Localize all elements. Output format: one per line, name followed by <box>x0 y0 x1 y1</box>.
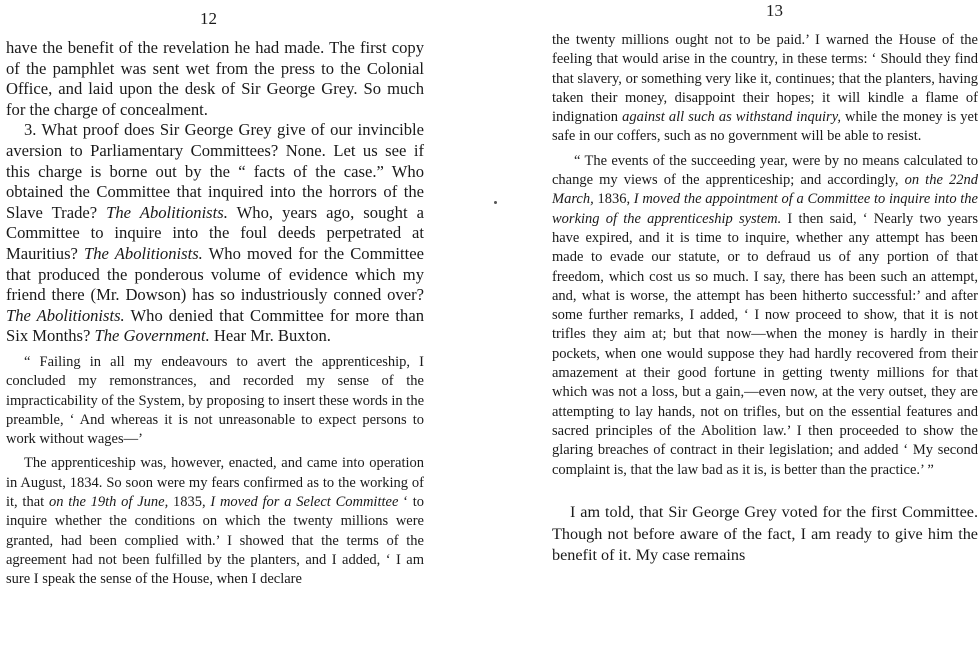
paragraph-buxton-quote: “ Failing in all my endeavours to avert the apprenticeship, I concluded my remonstrances, and recorded my sense of the impracticability of the System, by proposing to insert these words in the preamble, ‘ And whereas it is not unreasonable to expect persons to work without wages—’ <box>6 353 425 448</box>
left-page <box>0 0 440 646</box>
right-page-text <box>552 31 978 567</box>
page-number-left: 12 <box>200 9 217 28</box>
text-run: ‘ to inquire whether the conditions on which the twenty millions were granted, had been complied with.’ I showed that the terms of the agreement had not been fulfilled by the planters, and I added, ‘ I am sure I speak the sense of the House, when I declare <box>6 493 425 588</box>
paragraph-apprenticeship-operation <box>6 454 424 589</box>
text-run: The apprenticeship was, however, enacted, and came into operation in August, 1834. So soon were my fears confirmed as to the working of it, that <box>6 455 424 510</box>
italic-run: The Abolitionists. <box>106 202 228 222</box>
italic-run: The Abolitionists. <box>6 305 125 325</box>
italic-run: on the 19th of June, <box>48 493 169 510</box>
text-run: Who, years ago, sought a Committee to inquire into the foul deeds perpetrated at Mauritius? <box>6 202 424 263</box>
text-run: 3. What proof does Sir George Grey give of our invincible aversion to Parliamentary Committees? None. Let us see if this charge is borne out by the “ facts of the case.” Who obtained the Committee that inquired into the horrors of the Slave Trade? <box>6 120 424 222</box>
page-number-right: 13 <box>766 1 783 20</box>
italic-run: I moved for a Select Committee <box>210 493 399 510</box>
text-run: Who denied that Committee for more than Six Months? <box>6 305 424 346</box>
paragraph-committees-question <box>6 120 424 347</box>
italic-run: The Abolitionists. <box>84 243 203 263</box>
paragraph-first-committee: I am told, that Sir George Grey voted for the first Committee. Though not before aware of the fact, I am ready to give him the benefit of it. My case remains <box>552 502 978 565</box>
paragraph-concealment: have the benefit of the revelation he had made. The first copy of the pamphlet was sent wet from the press to the Colonial Office, and laid upon the desk of Sir George Grey. So much for the charge of concealment. <box>6 38 424 119</box>
text-run: “ The events of the succeeding year, were by no means calculated to change my views of the apprenticeship; and accordingly, <box>552 152 978 189</box>
paragraph-twenty-millions <box>552 31 978 147</box>
text-run: the twenty millions ought not to be paid.’ I warned the House of the feeling that would arise in the country, in these terms: ‘ Should they find that slavery, or something very like it, continues; that the planters, having taken their money, disappoint their hopes; it will kindle a flame of indignation <box>552 32 978 126</box>
italic-run: on the 22nd March, <box>552 172 978 208</box>
right-page <box>545 0 980 646</box>
text-run: 1835, <box>168 493 211 510</box>
text-run: Who moved for the Committee that produced the ponderous volume of evidence which my friend there (Mr. Dowson) has so industriously conned over? <box>6 243 424 305</box>
italic-run: against all such as withstand inquiry, <box>622 109 841 126</box>
text-run: 1836, <box>593 191 634 208</box>
italic-run: I moved the appointment of a Committee to inquire into the working of the apprenticeship system. <box>552 191 978 227</box>
paragraph-succeeding-year <box>552 152 978 480</box>
text-run: I then said, ‘ Nearly two years have expired, and it is time to inquire, whether any attempt has been made to evade our statute, or to defraud us of any portion of that freedom, which cost us so much. I say, there has been such an attempt, and, what is worse, the attempt has been hitherto successful:’ and after some further remarks, I added, ‘ I now proceed to show, that it is not trifles they aim at; but that now—when the money is hardly in their pockets, when one would suppose they had hardly recovered from their amazement at their good fortune in getting twenty millions for that which was not a loss, but a gain,—even now, at the very outset, they are attempting to lay hands, not on trifles, but on the essential features and sacred principles of the Abolition law.’ I then proceeded to show the glaring breaches of contract in their legislation; and added ‘ My second complaint is, that the law bad as it is, is better than the practice.’ ” <box>552 210 978 478</box>
left-page-text <box>6 38 424 589</box>
text-run: Hear Mr. Buxton. <box>209 326 331 346</box>
stray-mark <box>494 201 497 204</box>
italic-run: The Government. <box>94 326 210 346</box>
text-run: while the money is yet safe in our coffers, such as no government will be able to resist. <box>552 109 979 145</box>
